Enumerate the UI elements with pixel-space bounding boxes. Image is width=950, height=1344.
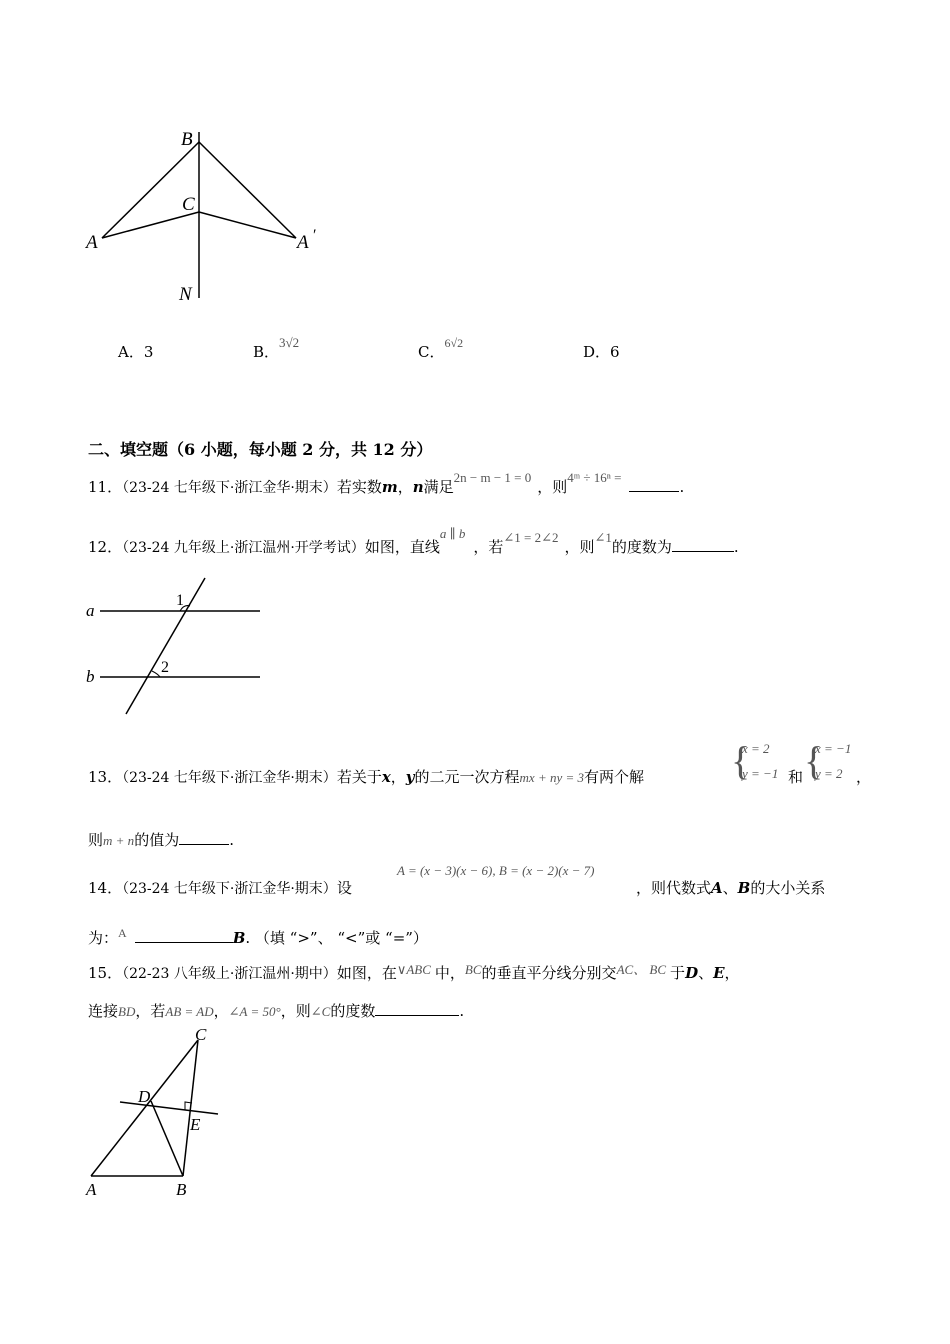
q11-expression: 4ᵐ ÷ 16ⁿ = — [567, 470, 622, 485]
q13-text3: 有两个解 — [584, 768, 645, 786]
figure-q15 — [80, 1026, 240, 1202]
question-15-line2 — [88, 1000, 464, 1021]
q15-var-e: E — [713, 964, 725, 982]
segment-bd — [151, 1101, 183, 1176]
option-a-value: 3 — [143, 343, 154, 361]
q12-parallel: a ∥ b — [439, 526, 466, 541]
q14-text3: 的大小关系 — [750, 879, 826, 897]
section-title: 二、填空题（6 小题，每小题 2 分，共 12 分） — [88, 440, 433, 459]
q13-end: . — [229, 831, 234, 849]
q13-text: 若关于 — [336, 768, 382, 786]
option-a — [118, 341, 153, 362]
q13-tail: ， — [856, 768, 872, 786]
q15-number: 15． — [88, 964, 123, 982]
question-15 — [88, 962, 740, 983]
option-c — [418, 336, 464, 362]
q13-line2-text2: 的值为 — [134, 831, 180, 849]
q14-line2-text: 为： — [88, 929, 119, 947]
q13-source: （23-24 七年级下·浙江金华·期末） — [122, 770, 337, 786]
q14-number: 14． — [88, 879, 123, 897]
label-prime: ′ — [313, 227, 317, 244]
q15-line2-text4: ，则 — [280, 1002, 311, 1020]
q14-text2: ，则代数式 — [636, 879, 712, 897]
label-n: N — [179, 284, 192, 305]
q13-line2-text: 则 — [88, 831, 104, 849]
q15-answer-blank[interactable] — [375, 1001, 459, 1016]
option-a-label: A． — [118, 343, 144, 361]
question-11 — [88, 470, 685, 497]
question-14 — [88, 877, 352, 898]
q15-line2-text: 连接 — [88, 1002, 119, 1020]
label-e: E — [190, 1115, 201, 1134]
label-line-a: a — [86, 601, 95, 620]
q12-text3: ，则 — [564, 538, 595, 556]
q11-source: （23-24 七年级下·浙江金华·期末） — [122, 480, 337, 496]
q14-equation: A = (x − 3)(x − 6), B = (x − 2)(x − 7) — [397, 863, 595, 878]
q13-comma: ， — [390, 768, 406, 786]
label-line-b: b — [86, 667, 95, 686]
option-b-label: B． — [253, 343, 280, 361]
q13-sol2-y: y = 2 — [815, 766, 843, 781]
q13-mn: m + n — [103, 833, 135, 848]
q15-comma: ， — [724, 964, 740, 982]
q11-text: 若实数 — [336, 478, 382, 496]
q12-end: . — [733, 538, 739, 556]
q15-angle-c: ∠C — [310, 1004, 331, 1019]
q11-comma: ， — [397, 478, 413, 496]
q14-text: 设 — [336, 879, 352, 897]
q15-var-d: D — [685, 964, 699, 982]
q15-source: （22-23 八年级上·浙江温州·期中） — [122, 966, 337, 982]
q14-line2-text2: . （填 “>”、 “<”或 “=”） — [245, 929, 428, 947]
q12-equation: ∠1 = 2∠2 — [503, 530, 559, 545]
q13-var-y: y — [405, 768, 415, 786]
figure-q12 — [80, 572, 270, 722]
q11-equation: 2n − m − 1 = 0 — [453, 470, 532, 485]
q11-end: . — [679, 478, 685, 496]
q15-text4: 于 — [670, 964, 686, 982]
question-12 — [88, 526, 739, 557]
q12-number: 12． — [88, 538, 123, 556]
q14-var-a: A — [711, 879, 723, 897]
q15-bc: BC — [464, 962, 482, 977]
option-c-value: 6√2 — [444, 336, 464, 350]
q11-text3: ，则 — [537, 478, 568, 496]
question-13-line2 — [88, 829, 234, 850]
q15-text: 如图，在 — [336, 964, 397, 982]
q11-text2: 满足 — [423, 478, 454, 496]
q11-var-n: n — [412, 478, 424, 496]
q14-answer-blank[interactable] — [135, 928, 233, 943]
q11-answer-blank[interactable] — [629, 477, 679, 492]
q13-sol1-x: x = 2 — [742, 741, 770, 756]
label-a: A — [86, 1180, 97, 1199]
angle-2-arc — [152, 671, 160, 677]
label-a2: A — [297, 232, 309, 253]
label-d: D — [138, 1087, 151, 1106]
label-a: A — [86, 232, 98, 253]
q15-sep: 、 — [698, 964, 714, 982]
q13-answer-blank[interactable] — [179, 830, 229, 845]
segment-ab — [102, 142, 199, 238]
q14-line2-b: B — [232, 929, 246, 947]
q13-brace-2: { — [804, 738, 824, 783]
option-b-value: 3√2 — [279, 335, 300, 350]
q15-line2-text5: 的度数 — [330, 1002, 376, 1020]
q14-var-b: B — [737, 879, 751, 897]
perpendicular-bisector — [120, 1102, 218, 1114]
question-14-line2 — [88, 927, 428, 948]
q15-end: . — [459, 1002, 465, 1020]
q15-line2-text2: ，若 — [135, 1002, 166, 1020]
q15-text2: 中， — [434, 964, 465, 982]
q13-var-x: x — [381, 768, 391, 786]
q13-text2: 的二元一次方程 — [414, 768, 520, 786]
q12-source: （23-24 九年级上·浙江温州·开学考试） — [122, 540, 365, 556]
q14-line2-a: A — [118, 926, 127, 940]
q15-ac-bc: AC、 BC — [616, 962, 667, 977]
q15-triangle: ∨ABC — [396, 962, 431, 977]
q14-source: （23-24 七年级下·浙江金华·期末） — [122, 881, 337, 897]
q13-and: 和 — [788, 768, 804, 786]
option-d-label: D． — [583, 343, 611, 361]
segment-ca2 — [199, 212, 296, 238]
label-angle-2: 2 — [161, 659, 169, 676]
q15-eq2: ∠A = 50° — [228, 1004, 281, 1019]
q12-text: 如图，直线 — [364, 538, 440, 556]
option-d-value: 6 — [610, 343, 620, 361]
q13-equation: mx + ny = 3 — [519, 770, 585, 785]
side-ac — [91, 1040, 198, 1176]
segment-ba2 — [199, 142, 296, 238]
q13-sol2-x: x = −1 — [815, 741, 852, 756]
option-b — [253, 335, 300, 362]
transversal — [126, 578, 205, 714]
q13-brace-1: { — [731, 738, 751, 783]
q13-number: 13． — [88, 768, 123, 786]
option-c-label: C． — [418, 343, 445, 361]
label-c: C — [182, 194, 195, 215]
q14-text-right — [636, 877, 825, 898]
q15-bd: BD — [118, 1004, 136, 1019]
q15-eq1: AB = AD — [165, 1004, 214, 1019]
label-b: B — [176, 1180, 187, 1199]
q15-line2-text3: ， — [213, 1002, 229, 1020]
q12-answer-blank[interactable] — [672, 537, 734, 552]
q15-text3: 的垂直平分线分别交 — [481, 964, 617, 982]
question-13 — [88, 766, 644, 787]
option-d — [583, 341, 620, 362]
segment-ac — [102, 212, 199, 238]
label-angle-1: 1 — [176, 592, 184, 609]
q12-text2: ，若 — [473, 538, 504, 556]
q13-sol1-y: y = −1 — [742, 766, 779, 781]
label-b: B — [181, 129, 193, 150]
q11-var-m: m — [381, 478, 398, 496]
q12-angle: ∠1 — [594, 530, 612, 545]
figure-q10 — [80, 120, 340, 310]
q11-number: 11． — [88, 478, 123, 496]
q12-text4: 的度数为 — [611, 538, 672, 556]
q14-sep: 、 — [722, 879, 738, 897]
label-c: C — [195, 1026, 207, 1044]
